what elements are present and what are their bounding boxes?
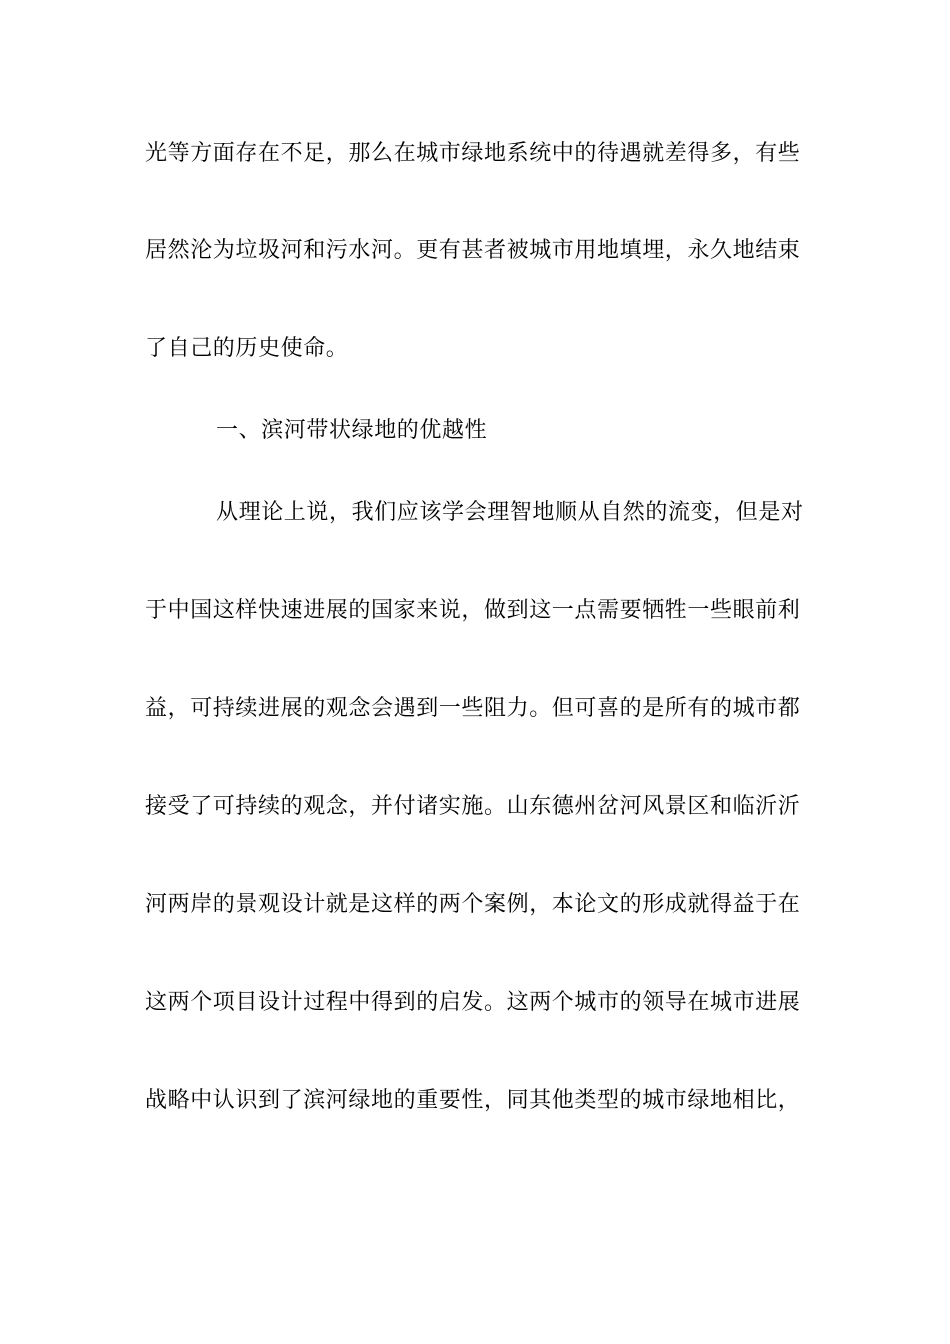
paragraph-line: 益，可持续进展的观念会遇到一些阻力。但可喜的是所有的城市都: [145, 696, 801, 721]
paragraph-line: 河两岸的景观设计就是这样的两个案例，本论文的形成就得益于在: [145, 892, 801, 917]
text-line: 居然沦为垃圾河和污水河。更有甚者被城市用地填埋，永久地结束: [145, 238, 801, 263]
text-line: 了自己的历史使命。: [145, 336, 349, 361]
paragraph-line: 接受了可持续的观念，并付诸实施。山东德州岔河风景区和临沂沂: [145, 794, 801, 819]
paragraph-line: 于中国这样快速进展的国家来说，做到这一点需要牺牲一些眼前利: [145, 598, 801, 623]
section-heading: 一、滨河带状绿地的优越性: [216, 418, 488, 443]
text-line: 光等方面存在不足，那么在城市绿地系统中的待遇就差得多，有些: [145, 141, 801, 166]
paragraph-line: 这两个项目设计过程中得到的启发。这两个城市的领导在城市进展: [145, 990, 801, 1015]
paragraph-line: 战略中认识到了滨河绿地的重要性，同其他类型的城市绿地相比，: [145, 1088, 801, 1113]
paragraph-line: 从理论上说，我们应该学会理智地顺从自然的流变，但是对: [216, 500, 804, 525]
